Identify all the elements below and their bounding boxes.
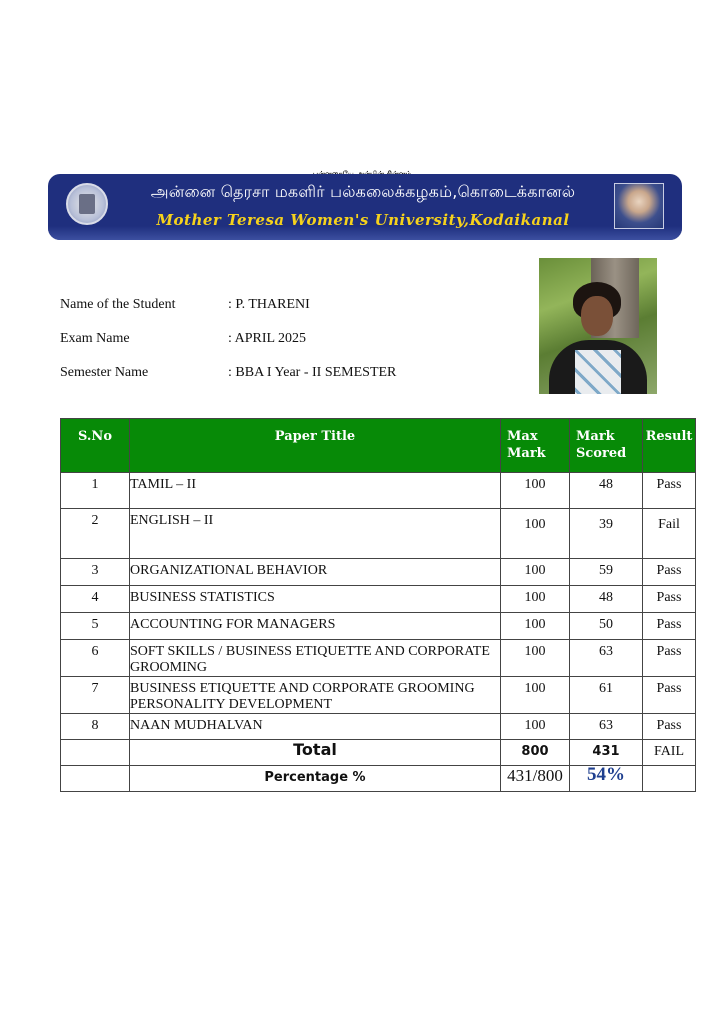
- header-paper-title: Paper Title: [130, 419, 501, 473]
- university-name-english: Mother Teresa Women's University,Kodaikanal: [156, 211, 570, 229]
- percentage-fraction: 431/800: [501, 766, 570, 792]
- student-photo: [539, 258, 657, 394]
- table-row: 2 ENGLISH – II 100 39 Fail: [61, 509, 696, 559]
- exam-name-value: : APRIL 2025: [228, 331, 307, 346]
- mother-teresa-portrait: [614, 183, 664, 229]
- header-mark-scored: Mark Scored: [570, 419, 643, 473]
- table-row: 5 ACCOUNTING FOR MANAGERS 100 50 Pass: [61, 613, 696, 640]
- table-row: 1 TAMIL – II 100 48 Pass: [61, 473, 696, 509]
- table-row: 3 ORGANIZATIONAL BEHAVIOR 100 59 Pass: [61, 559, 696, 586]
- table-row: 8 NAAN MUDHALVAN 100 63 Pass: [61, 714, 696, 740]
- total-row: [61, 740, 696, 766]
- exam-name-label: Exam Name: [60, 331, 130, 346]
- total-result: FAIL: [643, 740, 696, 766]
- header-sno: S.No: [61, 419, 130, 473]
- table-row: 7 BUSINESS ETIQUETTE AND CORPORATE GROOMING PERSONALITY DEVELOPMENT 100 61 Pass: [61, 677, 696, 714]
- table-row: 4 BUSINESS STATISTICS 100 48 Pass: [61, 586, 696, 613]
- total-label: Total: [130, 740, 501, 766]
- university-seal-icon: [66, 183, 108, 225]
- percentage-label: Percentage %: [130, 766, 501, 792]
- marks-table: [60, 418, 696, 792]
- semester-name-label: Semester Name: [60, 365, 149, 380]
- header-result: Result: [643, 419, 696, 473]
- university-banner: [48, 174, 682, 240]
- percentage-row: [61, 766, 696, 792]
- university-name-tamil: அன்னை தெரசா மகளிர் பல்கலைக்கழகம்,கொடைக்கானல்: [150, 182, 576, 201]
- header-max-mark: Max Mark: [501, 419, 570, 473]
- semester-name-value: : BBA I Year - II SEMESTER: [228, 365, 397, 380]
- total-max: 800: [501, 740, 570, 766]
- table-row: 6 SOFT SKILLS / BUSINESS ETIQUETTE AND CORPORATE GROOMING 100 63 Pass: [61, 640, 696, 677]
- percentage-value: 54%: [570, 766, 643, 792]
- total-scored: 431: [570, 740, 643, 766]
- table-header-row: [61, 419, 696, 473]
- student-name-value: : P. THARENI: [228, 297, 310, 312]
- student-name-label: Name of the Student: [60, 297, 176, 312]
